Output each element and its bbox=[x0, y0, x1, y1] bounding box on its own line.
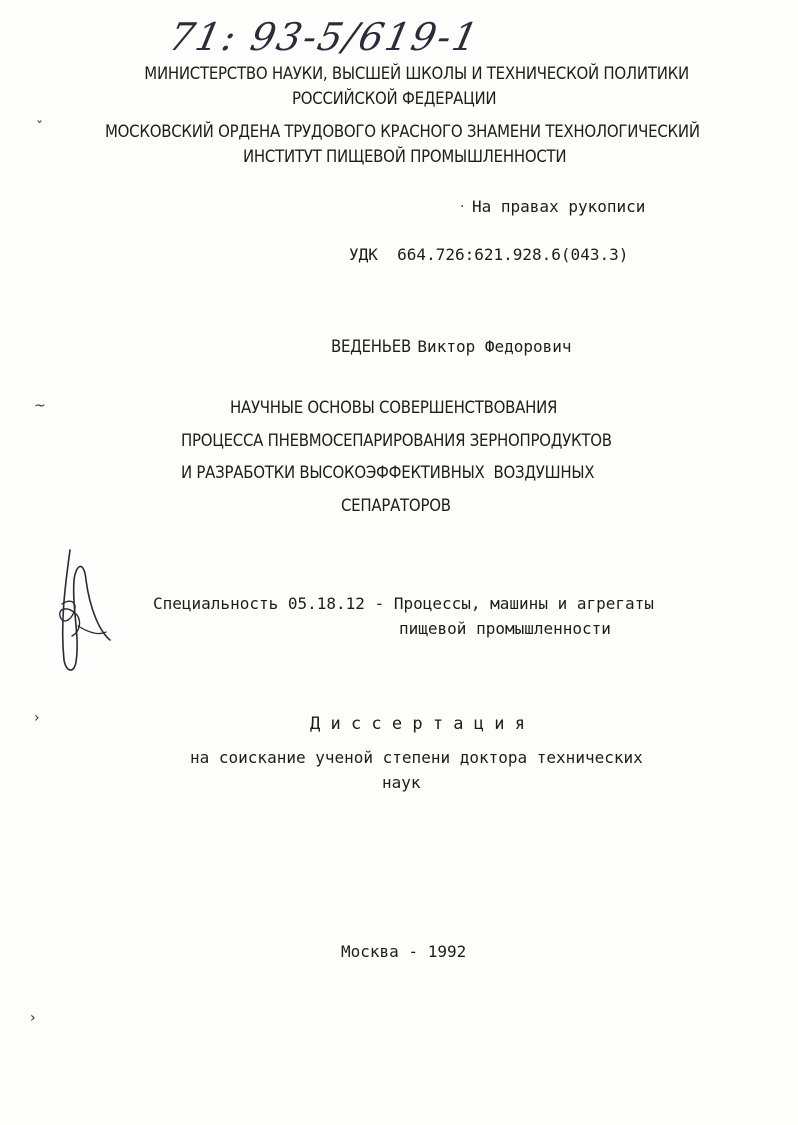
dissertation-purpose-line-1: на соискание ученой степени доктора технических bbox=[190, 748, 643, 767]
author-name bbox=[292, 318, 572, 376]
bullet-mark: · bbox=[460, 199, 465, 215]
title-line-2: ПРОЦЕССА ПНЕВМОСЕПАРИРОВАНИЯ ЗЕРНОПРОДУКТОВ bbox=[181, 431, 612, 451]
ministry-line-2: РОССИЙСКОЙ ФЕДЕРАЦИИ bbox=[292, 89, 497, 109]
margin-mark: › bbox=[30, 1010, 36, 1026]
specialty-line-2: пищевой промышленности bbox=[399, 619, 611, 638]
signature-icon bbox=[48, 540, 118, 680]
author-surname: ВЕДЕНЬЕВ bbox=[330, 337, 411, 357]
margin-mark: › bbox=[34, 710, 40, 726]
dissertation-purpose-line-2: наук bbox=[382, 773, 421, 792]
author-given-names: Виктор Федорович bbox=[417, 337, 572, 356]
handwritten-archive-number: 71: 93-5/619-1 bbox=[165, 15, 484, 59]
dissertation-label: Д и с с е р т а ц и я bbox=[310, 714, 525, 734]
manuscript-note: На правах рукописи bbox=[472, 197, 646, 216]
margin-mark: ˇ bbox=[36, 120, 43, 136]
title-line-3: И РАЗРАБОТКИ ВЫСОКОЭФФЕКТИВНЫХ ВОЗДУШНЫХ bbox=[181, 463, 595, 483]
specialty-line-1: Специальность 05.18.12 - Процессы, машины и агрегаты bbox=[153, 594, 654, 613]
title-line-4: СЕПАРАТОРОВ bbox=[341, 496, 451, 516]
ministry-line-1: МИНИСТЕРСТВО НАУКИ, ВЫСШЕЙ ШКОЛЫ И ТЕХНИЧЕСКОЙ ПОЛИТИКИ bbox=[144, 64, 689, 84]
place-year: Москва - 1992 bbox=[341, 942, 467, 961]
title-line-1: НАУЧНЫЕ ОСНОВЫ СОВЕРШЕНСТВОВАНИЯ bbox=[230, 398, 558, 418]
institute-line-2: ИНСТИТУТ ПИЩЕВОЙ ПРОМЫШЛЕННОСТИ bbox=[243, 147, 567, 167]
institute-line-1: МОСКОВСКИЙ ОРДЕНА ТРУДОВОГО КРАСНОГО ЗНАМЕНИ ТЕХНОЛОГИЧЕСКИЙ bbox=[105, 122, 700, 142]
udc-code: УДК 664.726:621.928.6(043.3) bbox=[349, 245, 629, 264]
margin-mark: ~ bbox=[34, 398, 46, 414]
